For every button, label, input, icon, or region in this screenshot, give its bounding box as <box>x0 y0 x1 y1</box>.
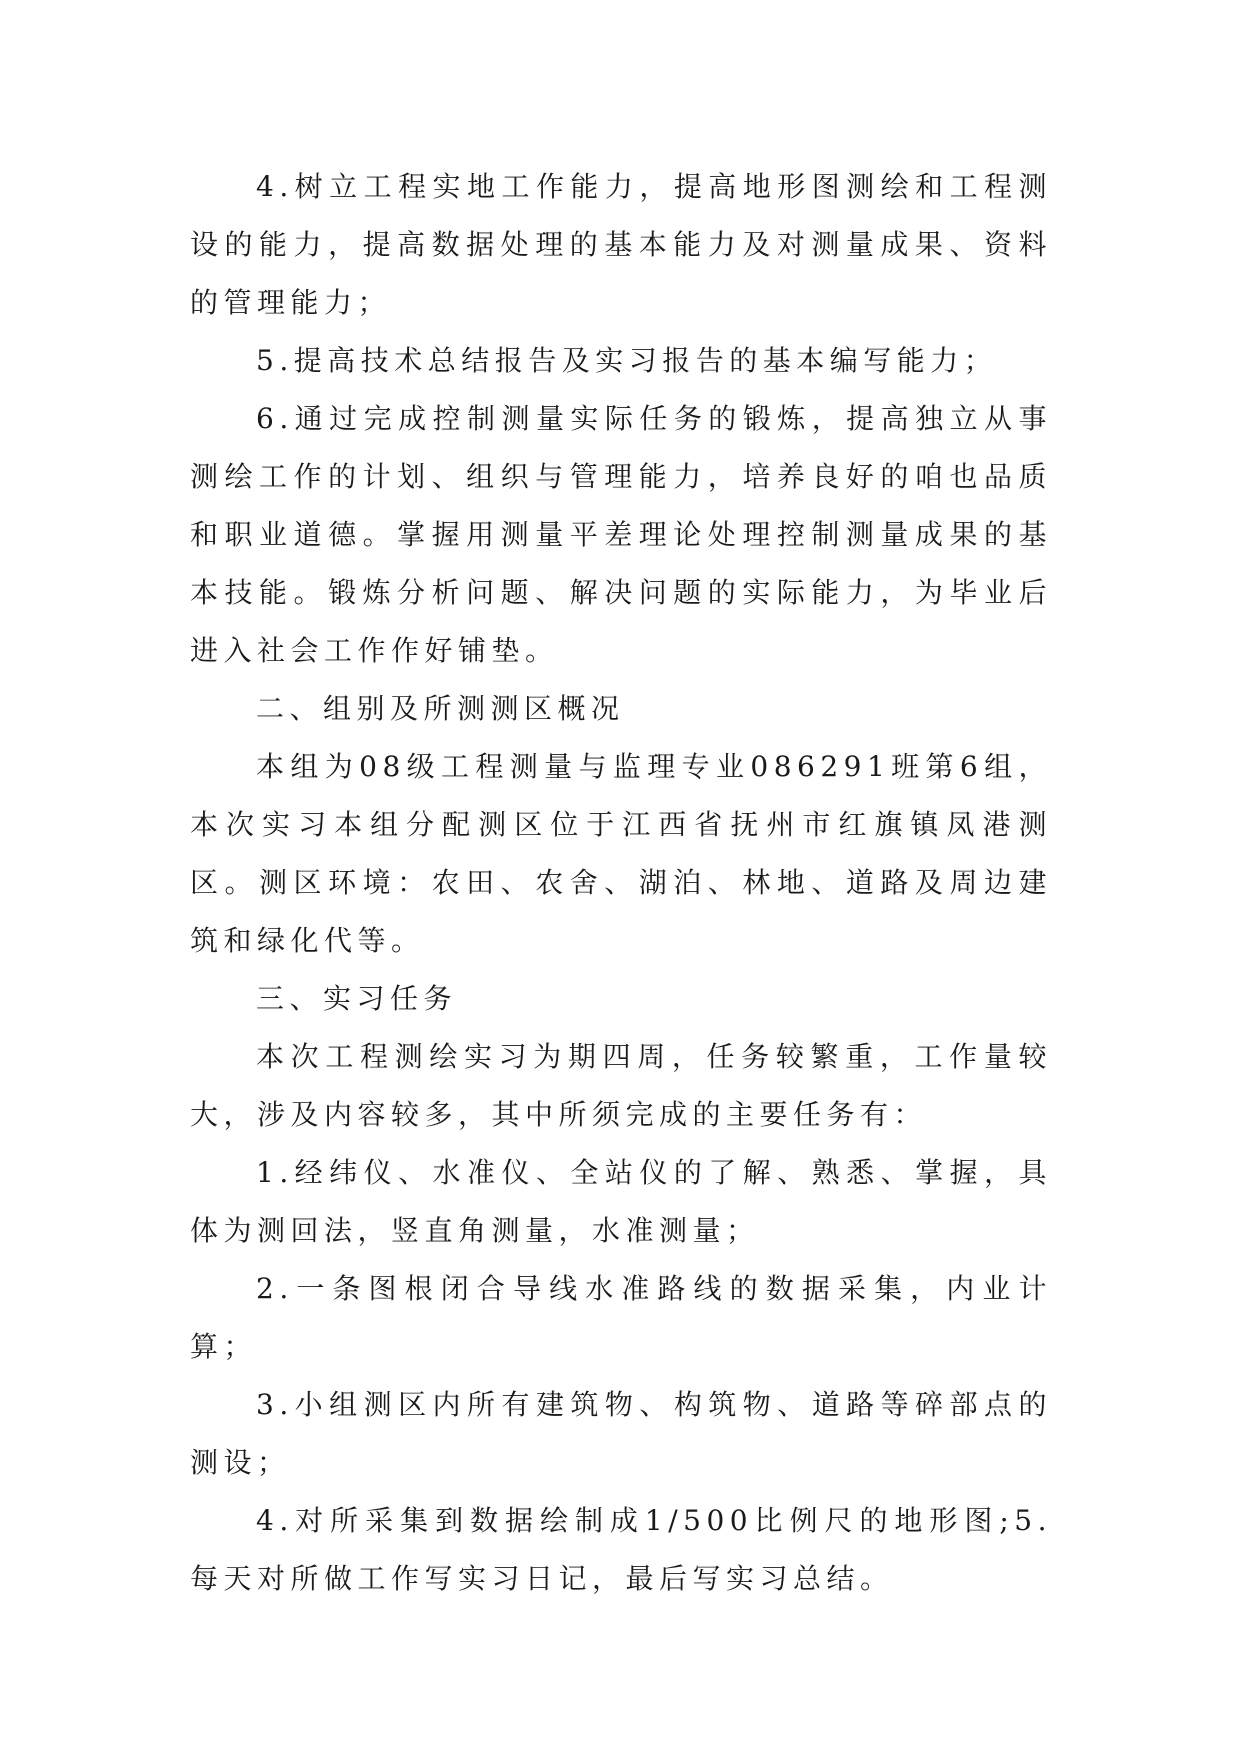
section-heading-tasks: 三、实习任务 <box>256 982 458 1015</box>
paragraph-tasks-intro: 本次工程测绘实习为期四周，任务较繁重，工作量较大，涉及内容较多，其中所须完成的主要任务有： <box>190 1040 1052 1131</box>
document-body <box>190 158 1052 1608</box>
paragraph-task-2: 2.一条图根闭合导线水准路线的数据采集，内业计算； <box>190 1272 1052 1363</box>
paragraph-objective-6: 6.通过完成控制测量实际任务的锻炼，提高独立从事测绘工作的计划、组织与管理能力，培养良好的咱也品质和职业道德。掌握用测量平差理论处理控制测量成果的基本技能。锻炼分析问题、解决问题的实际能力，为毕业后进入社会工作作好铺垫。 <box>190 402 1052 667</box>
paragraph-group-area: 本组为08级工程测量与监理专业086291班第6组，本次实习本组分配测区位于江西省抚州市红旗镇凤港测区。测区环境：农田、农舍、湖泊、林地、道路及周边建筑和绿化代等。 <box>190 750 1052 957</box>
paragraph-objective-4: 4.树立工程实地工作能力，提高地形图测绘和工程测设的能力，提高数据处理的基本能力及对测量成果、资料的管理能力； <box>190 170 1052 319</box>
section-heading-group-area: 二、组别及所测测区概况 <box>256 692 625 725</box>
paragraph-objective-5: 5.提高技术总结报告及实习报告的基本编写能力； <box>256 344 998 377</box>
paragraph-task-3: 3.小组测区内所有建筑物、构筑物、道路等碎部点的测设； <box>190 1388 1052 1479</box>
paragraph-task-1: 1.经纬仪、水准仪、全站仪的了解、熟悉、掌握，具体为测回法，竖直角测量，水准测量； <box>190 1156 1052 1247</box>
paragraph-task-4-5: 4.对所采集到数据绘制成1/500比例尺的地形图;5.每天对所做工作写实习日记，最后写实习总结。 <box>190 1504 1052 1595</box>
